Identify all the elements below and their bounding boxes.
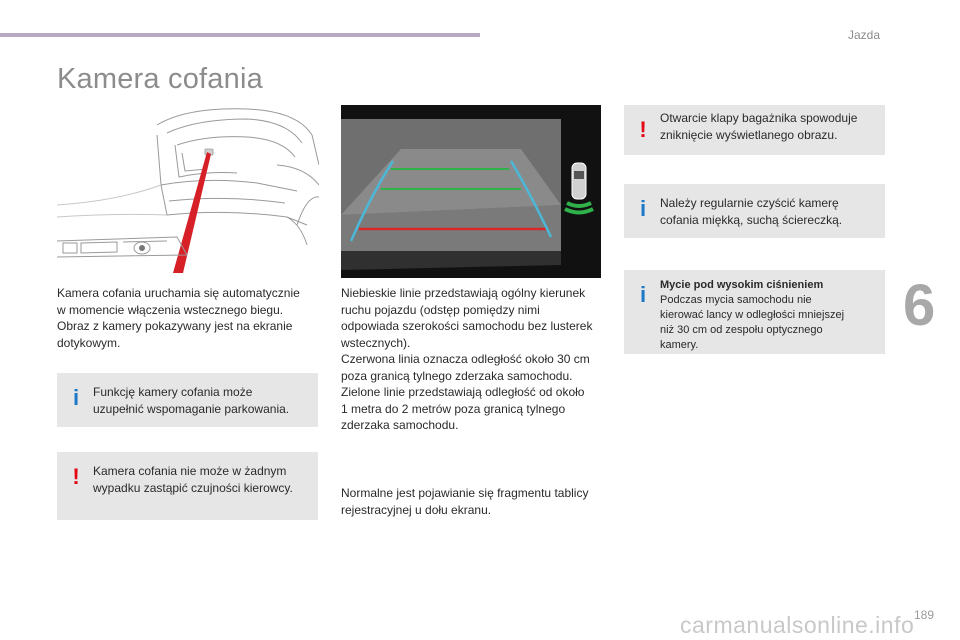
license-plate-note: Normalne jest pojawianie się fragmentu tablicy rejestracyjnej u dołu ekranu. (341, 486, 589, 517)
warning-box-tailgate: ! Otwarcie klapy bagażnika spowoduje zniknięcie wyświetlanego obrazu. (624, 105, 885, 155)
info-box-cleaning: i Należy regularnie czyścić kamerę cofania miękką, suchą ściereczką. (624, 184, 885, 238)
warning-icon: ! (639, 117, 647, 142)
header-accent-bar (0, 33, 480, 37)
warning-icon: ! (72, 464, 80, 489)
info-box-parking-assist: i Funkcję kamery cofania może uzupełnić wspomaganie parkowania. (57, 373, 318, 427)
page-number: 189 (914, 608, 935, 622)
car-rear-illustration (57, 105, 319, 277)
guide-lines-description: Niebieskie linie przedstawiają ogólny kierunek ruchu pojazdu (odstęp pomiędzy nimi odpowiada szerokości samochodu bez lusterek wstecznych). Czerwona linia oznacza odległość około 30 cm poza granicą tylnego zderzaka samochodu. Zielone linie przedstawiają odległość od około 1 metra do 2 metrów poza granicą tylnego zderzaka samochodu. (341, 286, 593, 432)
info-icon: i (72, 385, 80, 410)
info-icon: i (639, 282, 647, 307)
info-icon: i (639, 196, 647, 221)
pressure-washing-heading: Mycie pod wysokim ciśnieniem (660, 279, 824, 291)
info-box-pressure-washing: i Mycie pod wysokim ciśnieniem Podczas mycia samochodu nie kierować lancy w odległości mniejszej niż 30 cm od zespołu optycznego kamery. (624, 270, 885, 354)
camera-display-image (341, 105, 601, 278)
section-label: Jazda (848, 28, 881, 42)
page-title: Kamera cofania (57, 63, 263, 95)
watermark: carmanualsonline.info (680, 612, 915, 638)
chapter-number: 6 (903, 273, 936, 338)
intro-paragraph: Kamera cofania uruchamia się automatycznie w momencie włączenia wstecznego biegu. Obraz z kamery pokazywany jest na ekranie dotykowym. (57, 286, 300, 350)
warning-box-driver-vigilance: ! Kamera cofania nie może w żadnym wypadku zastąpić czujności kierowcy. (57, 452, 318, 520)
